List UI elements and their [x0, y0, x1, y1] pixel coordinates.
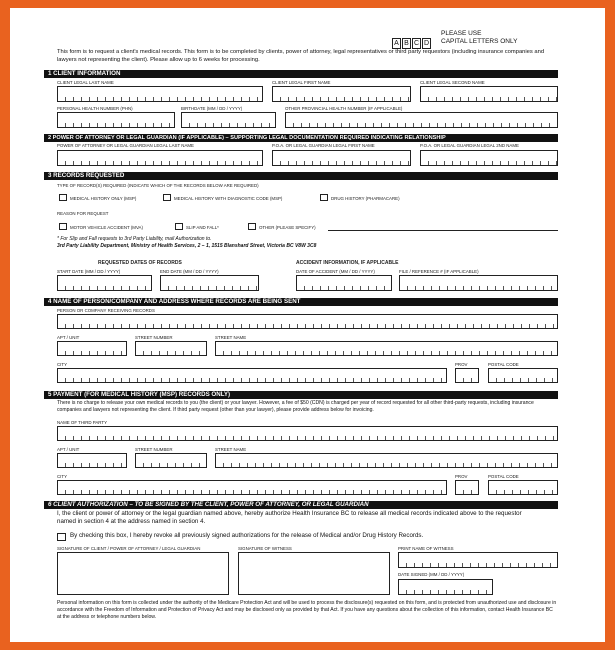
street-number-label: STREET NUMBER [135, 335, 173, 340]
client-last-name-label: CLIENT LEGAL LAST NAME [57, 80, 114, 85]
tp-prov-field[interactable] [455, 480, 479, 495]
poa-first-label: P.O.A. OR LEGAL GUARDIAN LEGAL FIRST NAME [272, 143, 375, 148]
accident-date-field[interactable] [296, 275, 392, 291]
record-type-label: TYPE OF RECORD(S) REQUIRED (INDICATE WHICH OF THE RECORDS BELOW ARE REQUIRED) [57, 183, 259, 188]
requested-dates-title: REQUESTED DATES OF RECORDS [98, 260, 182, 266]
section-1-header: 1 CLIENT INFORMATION [44, 70, 558, 78]
postal-code-label: POSTAL CODE [488, 362, 519, 367]
poa-second-label: P.O.A. OR LEGAL GUARDIAN LEGAL 2ND NAME [420, 143, 519, 148]
client-first-name-label: CLIENT LEGAL FIRST NAME [272, 80, 331, 85]
intro-text: This form is to request a client's medical records. This form is to be completed by clients, power of attorney, legal representatives or third party requestors (including insurance companies and lawyers not representing the client). Please allow up to 6 weeks for processing. [57, 49, 545, 63]
msp-option-label: MEDICAL HISTORY ONLY (MSP) [70, 196, 137, 201]
tp-postal-code-label: POSTAL CODE [488, 474, 519, 479]
drug-history-option-label: DRUG HISTORY (PHARMACARE) [331, 196, 400, 201]
section-3-header: 3 RECORDS REQUESTED [44, 172, 558, 180]
tp-street-name-label: STREET NAME [215, 447, 247, 452]
tp-apt-label: APT / UNIT [57, 447, 80, 452]
start-date-field[interactable] [57, 275, 152, 291]
apt-label: APT / UNIT [57, 335, 80, 340]
payment-text: There is no charge to release your own medical records to you (the client) or your lawyer. However, a fee of $50 (CDN) is charged per year of record requested for all other third-party requests, including insurance companies and lawyers not representing the client. If third party request (other than your lawyer), please provide address below for invoicing. [57, 400, 534, 413]
end-date-label: END DATE (MM / DD / YYYY) [160, 269, 219, 274]
client-first-name-field[interactable] [272, 86, 411, 102]
tp-prov-label: PROV [455, 474, 468, 479]
tp-postal-code-field[interactable] [488, 480, 558, 495]
msp-checkbox[interactable] [59, 194, 67, 201]
mailing-address-note: 3rd Party Liability Department, Ministry of Health Services, 2 – 1, 1515 Blanshard Street, Victoria BC V8W 3C8 [57, 243, 317, 249]
drug-history-checkbox[interactable] [320, 194, 328, 201]
accident-date-label: DATE OF ACCIDENT (MM / DD / YYYY) [296, 269, 375, 274]
tp-apt-field[interactable] [57, 453, 127, 468]
other-reason-field[interactable] [328, 221, 558, 231]
client-signature-label: SIGNATURE OF CLIENT / POWER OF ATTORNEY / LEGAL GUARDIAN [57, 546, 201, 551]
revoke-checkbox[interactable] [57, 533, 66, 541]
example-letter: B [402, 38, 411, 49]
birthdate-field[interactable] [181, 112, 276, 128]
start-date-label: START DATE (MM / DD / YYYY) [57, 269, 121, 274]
witness-signature-label: SIGNATURE OF WITNESS [238, 546, 292, 551]
client-signature-box[interactable] [57, 552, 229, 595]
poa-second-field[interactable] [420, 150, 558, 166]
slip-fall-note: * For Slip and Fall requests to 3rd Party Liability, mail Authorization to. [57, 236, 212, 242]
diagnostic-option-label: MEDICAL HISTORY WITH DIAGNOSTIC CODE (MSP) [174, 196, 283, 201]
poa-last-field[interactable] [57, 150, 263, 166]
witness-name-field[interactable] [398, 552, 558, 568]
section-6-header: 6 CLIENT AUTHORIZATION – TO BE SIGNED BY THE CLIENT, POWER OF ATTORNEY, OR LEGAL GUARDIAN [44, 501, 558, 509]
example-letter: D [423, 40, 430, 47]
tp-city-label: CITY [57, 474, 68, 479]
authorization-text: I, the client or power of attorney or the legal guardian named above, hereby authorize Health Insurance BC to release all medical records indicated above to the requestor named in section 4 at the address named in section 4. [57, 510, 522, 525]
end-date-field[interactable] [160, 275, 259, 291]
third-party-field[interactable] [57, 426, 558, 441]
client-second-name-field[interactable] [420, 86, 558, 102]
other-reason-checkbox[interactable] [248, 223, 256, 230]
prov-field[interactable] [455, 368, 479, 383]
street-name-label: STREET NAME [215, 335, 247, 340]
tp-city-field[interactable] [57, 480, 447, 495]
example-letter: C [413, 40, 420, 47]
city-label: CITY [57, 362, 68, 367]
client-second-name-label: CLIENT LEGAL SECOND NAME [420, 80, 485, 85]
tp-street-name-field[interactable] [215, 453, 558, 468]
phn-field[interactable] [57, 112, 175, 128]
apt-field[interactable] [57, 341, 127, 356]
street-name-field[interactable] [215, 341, 558, 356]
street-number-field[interactable] [135, 341, 207, 356]
section-4-header: 4 NAME OF PERSON/COMPANY AND ADDRESS WHERE RECORDS ARE BEING SENT [44, 298, 558, 306]
witness-name-label: PRINT NAME OF WITNESS [398, 546, 454, 551]
client-last-name-field[interactable] [57, 86, 263, 102]
revoke-text: By checking this box, I hereby revoke all previously signed authorizations for the release of Medical and/or Drug History Records. [70, 532, 424, 539]
mva-checkbox[interactable] [59, 223, 67, 230]
other-prov-label: OTHER PROVINCIAL HEALTH NUMBER (IF APPLICABLE) [285, 106, 403, 111]
diagnostic-checkbox[interactable] [163, 194, 171, 201]
other-reason-option-label: OTHER (PLEASE SPECIFY) [259, 225, 316, 230]
capital-letters-label: CAPITAL LETTERS ONLY [441, 38, 518, 45]
recipient-label: PERSON OR COMPANY RECEIVING RECORDS [57, 308, 155, 313]
reason-label: REASON FOR REQUEST [57, 211, 109, 216]
tp-street-number-label: STREET NUMBER [135, 447, 173, 452]
birthdate-label: BIRTHDATE (MM / DD / YYYY) [181, 106, 243, 111]
poa-last-label: POWER OF ATTORNEY OR LEGAL GUARDIAN LEGAL LAST NAME [57, 143, 194, 148]
recipient-field[interactable] [57, 314, 558, 329]
postal-code-field[interactable] [488, 368, 558, 383]
file-ref-label: FILE / REFERENCE # (IF APPLICABLE) [399, 269, 479, 274]
prov-label: PROV [455, 362, 468, 367]
section-5-header: 5 PAYMENT (FOR MEDICAL HISTORY (MSP) RECORDS ONLY) [44, 391, 558, 399]
section-2-header: 2 POWER OF ATTORNEY OR LEGAL GUARDIAN (IF APPLICABLE) – SUPPORTING LEGAL DOCUMENTATION REQUIRED INDICATING RELATIONSHIP [44, 134, 558, 142]
third-party-label: NAME OF THIRD PARTY [57, 420, 108, 425]
example-letter: A [392, 38, 401, 49]
witness-signature-box[interactable] [238, 552, 390, 595]
privacy-footer: Personal information on this form is collected under the authority of the Medicare Protection Act and will be used to process the disclosure(s) requested on this form, and is protected from unauthorized use and disclosure in accordance with the Freedom of Information and Protection of Privacy Act and may be disclosed only as provided by that Act. If you have any questions about the collection of this information, contact Health Insurance BC at the address or telephone numbers below. [57, 600, 557, 620]
file-ref-field[interactable] [399, 275, 558, 291]
date-signed-field[interactable] [398, 579, 493, 595]
other-prov-field[interactable] [285, 112, 558, 128]
slip-fall-option-label: SLIP AND FALL* [186, 225, 219, 230]
mva-option-label: MOTOR VEHICLE ACCIDENT (MVA) [70, 225, 143, 230]
phn-label: PERSONAL HEALTH NUMBER (PHN) [57, 106, 133, 111]
slip-fall-checkbox[interactable] [175, 223, 183, 230]
city-field[interactable] [57, 368, 447, 383]
date-signed-label: DATE SIGNED (MM / DD / YYYY) [398, 572, 465, 577]
please-use-label: PLEASE USE [441, 30, 482, 37]
poa-first-field[interactable] [272, 150, 411, 166]
accident-info-title: ACCIDENT INFORMATION, IF APPLICABLE [296, 260, 399, 266]
tp-street-number-field[interactable] [135, 453, 207, 468]
